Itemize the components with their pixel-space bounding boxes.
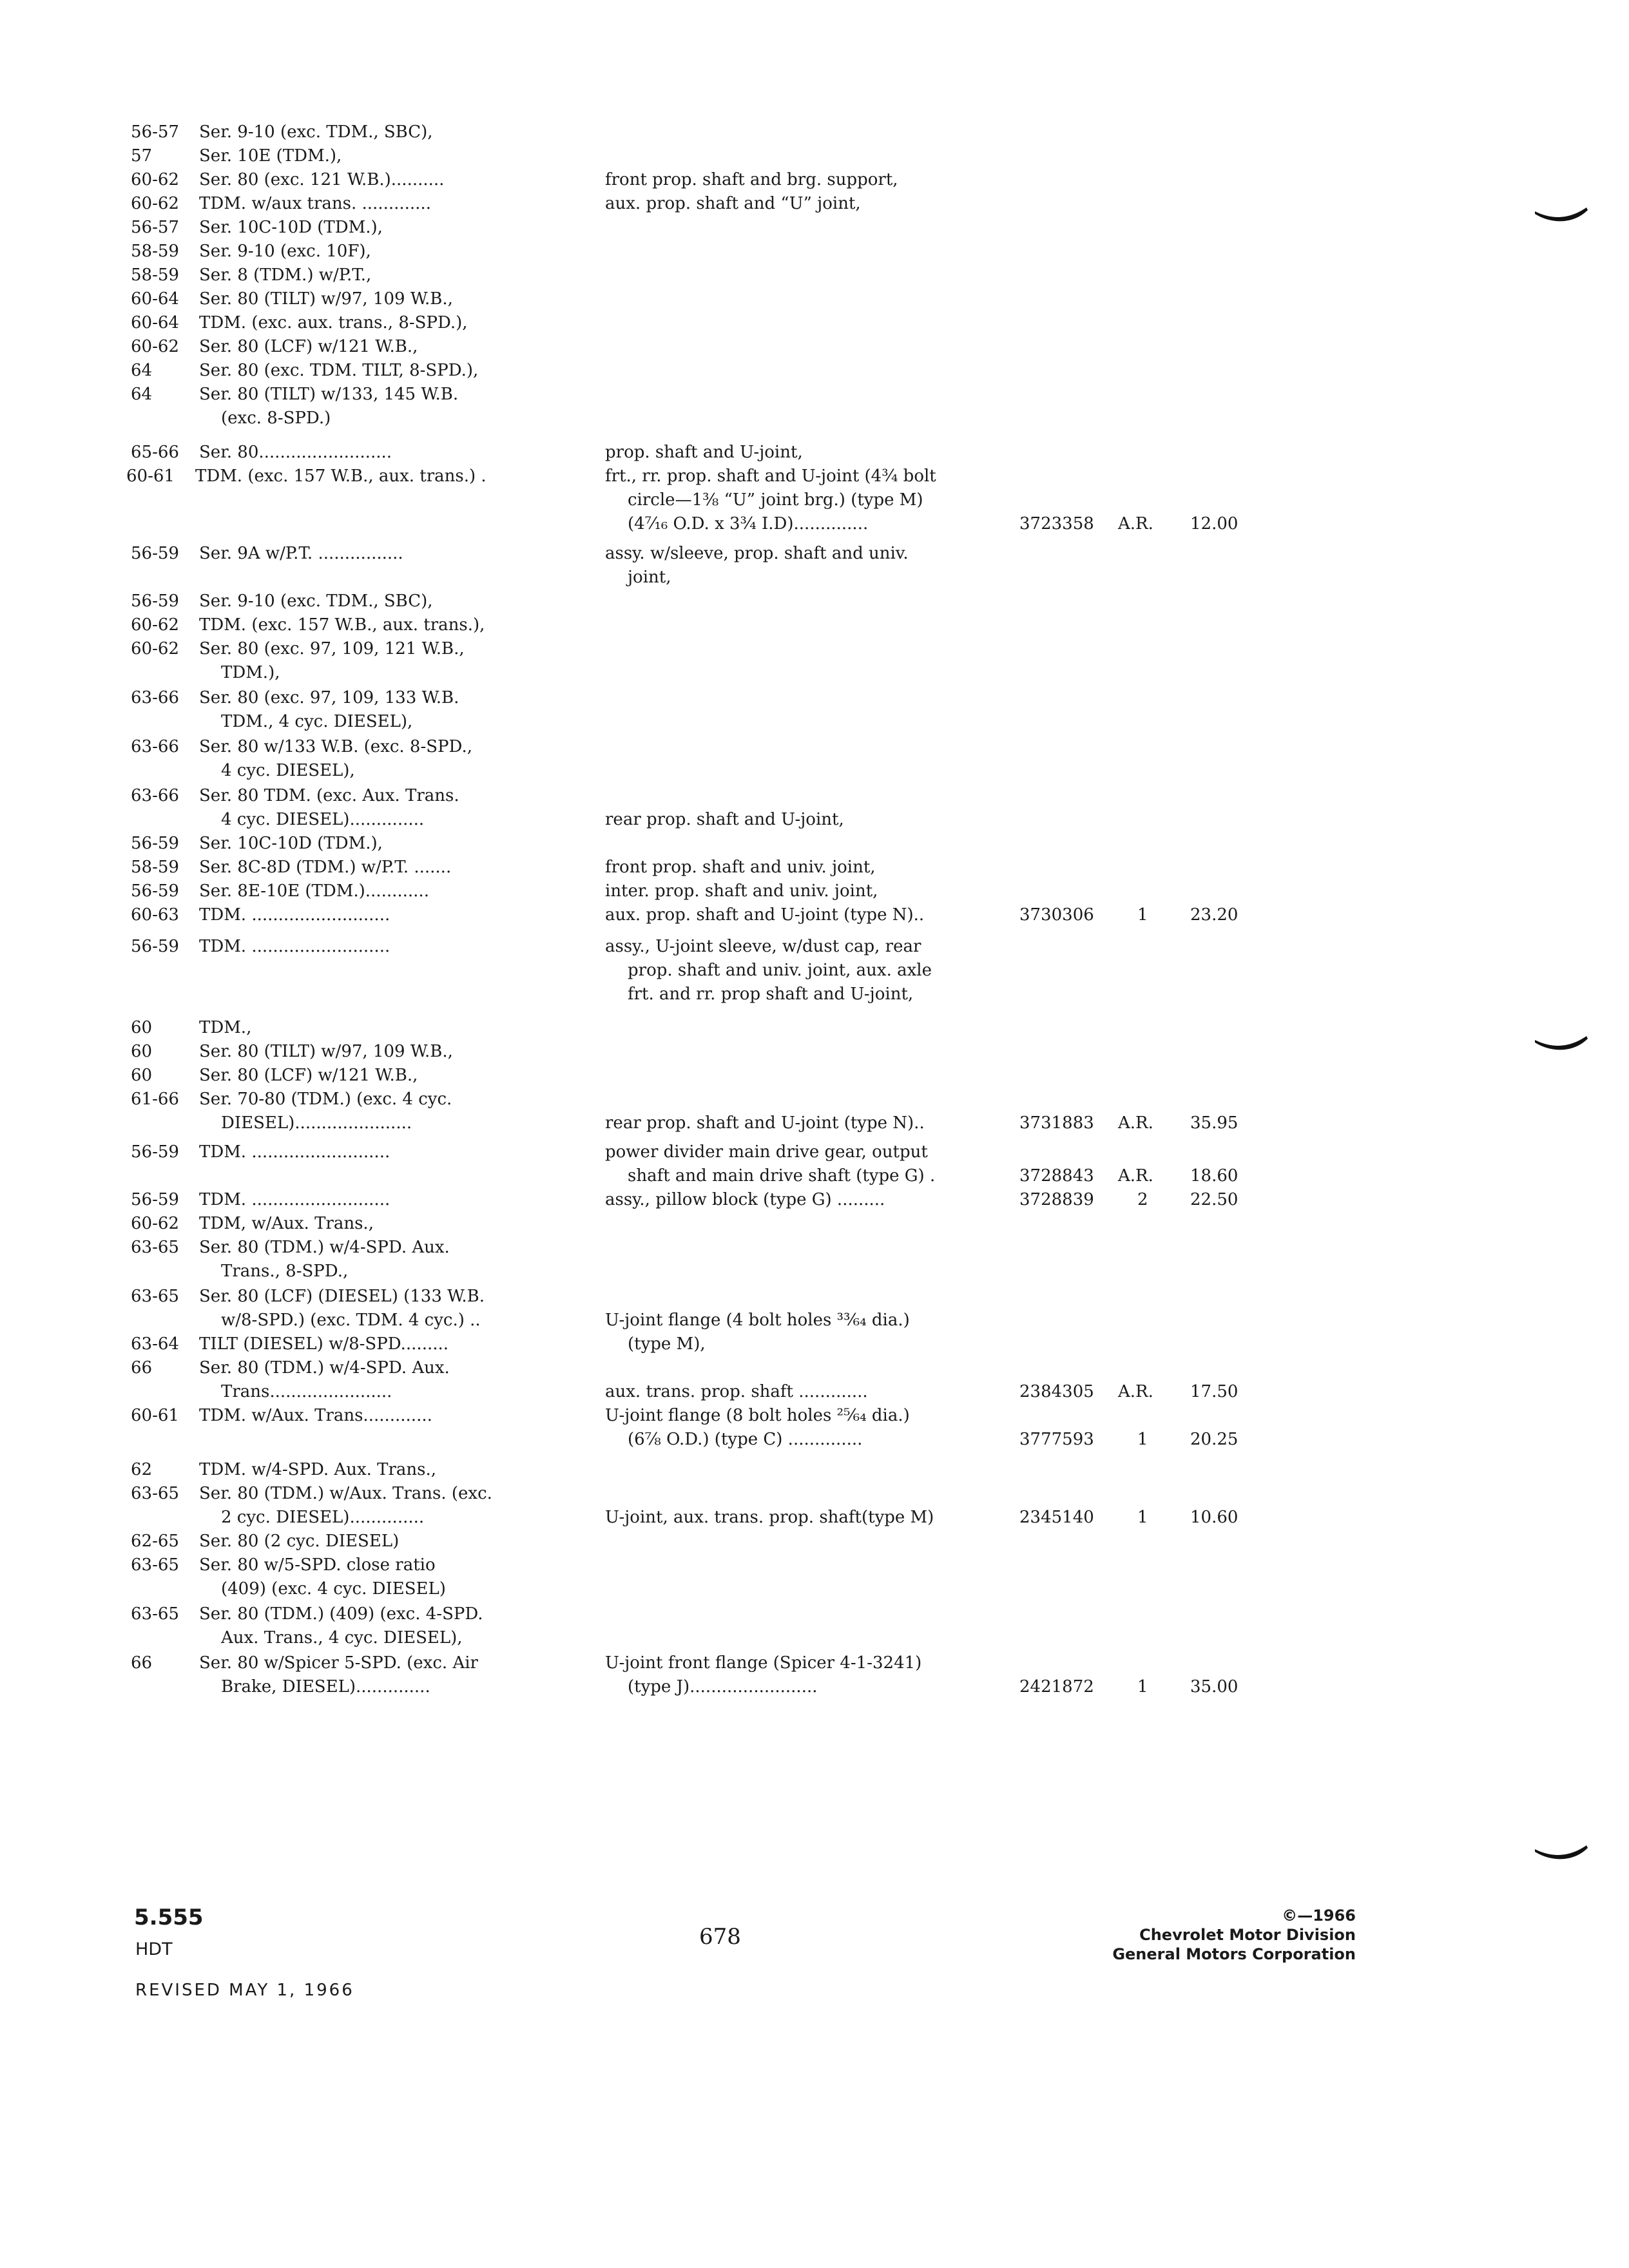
price-text: 35.95 bbox=[1190, 1113, 1239, 1133]
model-years-text: 65-66 bbox=[131, 443, 179, 462]
price-text: 20.25 bbox=[1190, 1430, 1239, 1449]
application-text: Ser. 9-10 (exc. 10F), bbox=[199, 242, 371, 261]
description-text: assy., pillow block (type G) ......... bbox=[605, 1190, 885, 1209]
quantity-text: A.R. bbox=[1118, 514, 1153, 533]
application-text: w/8-SPD.) (exc. TDM. 4 cyc.) .. bbox=[221, 1311, 481, 1330]
fold-mark-icon bbox=[1535, 1036, 1588, 1053]
model-years-text: 56-59 bbox=[131, 544, 179, 563]
application-text: TDM, w/Aux. Trans., bbox=[199, 1214, 374, 1233]
application-text: Ser. 80 w/Spicer 5-SPD. (exc. Air bbox=[199, 1653, 478, 1673]
model-years-text: 63-66 bbox=[131, 786, 179, 805]
price-text: 17.50 bbox=[1190, 1382, 1239, 1401]
price-text: 18.60 bbox=[1190, 1166, 1239, 1186]
part-number-text: 3723358 bbox=[1019, 514, 1094, 533]
application-text: Ser. 80 w/5-SPD. close ratio bbox=[199, 1555, 436, 1575]
model-years-text: 60-62 bbox=[131, 194, 179, 213]
model-years-text: 60-64 bbox=[131, 289, 179, 309]
application-text: TDM. .......................... bbox=[199, 1142, 390, 1162]
model-years-text: 63-66 bbox=[131, 737, 179, 756]
model-years-text: 56-59 bbox=[131, 591, 179, 611]
description-text: front prop. shaft and brg. support, bbox=[605, 170, 898, 189]
model-years-text: 60-62 bbox=[131, 170, 179, 189]
corporation-name: General Motors Corporation bbox=[1112, 1945, 1356, 1963]
part-number-text: 2384305 bbox=[1019, 1382, 1094, 1401]
part-number-text: 3730306 bbox=[1019, 905, 1094, 925]
model-years-text: 63-65 bbox=[131, 1238, 179, 1257]
application-text: Ser. 80......................... bbox=[199, 443, 392, 462]
description-text: assy. w/sleeve, prop. shaft and univ. bbox=[605, 544, 909, 563]
application-text: Ser. 80 (exc. 121 W.B.).......... bbox=[199, 170, 445, 189]
model-years-text: 60-63 bbox=[131, 905, 179, 925]
application-text: Ser. 80 (exc. TDM. TILT, 8-SPD.), bbox=[199, 361, 479, 380]
application-text: TDM. w/4-SPD. Aux. Trans., bbox=[199, 1460, 437, 1479]
model-years-text: 58-59 bbox=[131, 242, 179, 261]
section-number: 5.555 bbox=[134, 1905, 204, 1930]
application-text: Ser. 80 (TILT) w/97, 109 W.B., bbox=[199, 1042, 453, 1061]
application-text: Trans., 8-SPD., bbox=[221, 1262, 349, 1281]
model-years-text: 63-65 bbox=[131, 1555, 179, 1575]
description-text: frt. and rr. prop shaft and U-joint, bbox=[628, 985, 914, 1004]
application-text: Ser. 8C-8D (TDM.) w/P.T. ....... bbox=[199, 858, 452, 877]
application-text: TILT (DIESEL) w/8-SPD......... bbox=[199, 1334, 449, 1354]
application-text: Ser. 70-80 (TDM.) (exc. 4 cyc. bbox=[199, 1090, 452, 1109]
application-text: TDM. w/Aux. Trans............. bbox=[199, 1406, 432, 1425]
model-years-text: 60 bbox=[131, 1066, 153, 1085]
model-years-text: 56-59 bbox=[131, 1142, 179, 1162]
application-text: Ser. 9A w/P.T. ................ bbox=[199, 544, 403, 563]
quantity-text: 1 bbox=[1137, 1430, 1148, 1449]
model-years-text: 60-61 bbox=[126, 466, 175, 486]
model-years-text: 64 bbox=[131, 361, 153, 380]
quantity-text: 1 bbox=[1137, 1677, 1148, 1696]
model-years-text: 60-61 bbox=[131, 1406, 179, 1425]
model-years-text: 60-62 bbox=[131, 639, 179, 658]
model-years-text: 62-65 bbox=[131, 1532, 179, 1551]
model-years-text: 60-62 bbox=[131, 337, 179, 356]
application-text: Ser. 80 (TDM.) w/4-SPD. Aux. bbox=[199, 1358, 450, 1378]
application-text: 2 cyc. DIESEL).............. bbox=[221, 1508, 425, 1527]
description-text: aux. prop. shaft and “U” joint, bbox=[605, 194, 861, 213]
application-text: Ser. 80 (TILT) w/133, 145 W.B. bbox=[199, 385, 459, 404]
application-text: (409) (exc. 4 cyc. DIESEL) bbox=[221, 1579, 446, 1599]
price-text: 10.60 bbox=[1190, 1508, 1239, 1527]
application-text: DIESEL)...................... bbox=[221, 1113, 412, 1133]
application-text: TDM.), bbox=[221, 663, 280, 682]
description-text: U-joint front flange (Spicer 4-1-3241) bbox=[605, 1653, 922, 1673]
model-code: HDT bbox=[135, 1939, 173, 1959]
model-years-text: 66 bbox=[131, 1653, 153, 1673]
description-text: U-joint flange (8 bolt holes ²⁵⁄₆₄ dia.) bbox=[605, 1406, 910, 1425]
application-text: Ser. 80 TDM. (exc. Aux. Trans. bbox=[199, 786, 459, 805]
description-text: circle—1⅜ “U” joint brg.) (type M) bbox=[628, 490, 923, 510]
part-number-text: 2421872 bbox=[1019, 1677, 1094, 1696]
description-text: rear prop. shaft and U-joint, bbox=[605, 810, 844, 829]
model-years-text: 61-66 bbox=[131, 1090, 179, 1109]
model-years-text: 62 bbox=[131, 1460, 153, 1479]
model-years-text: 60-64 bbox=[131, 313, 179, 332]
application-text: Trans....................... bbox=[221, 1382, 392, 1401]
application-text: Ser. 10E (TDM.), bbox=[199, 146, 342, 166]
application-text: Ser. 8E-10E (TDM.)............ bbox=[199, 881, 429, 901]
fold-mark-icon bbox=[1535, 1845, 1588, 1862]
description-text: (4⁷⁄₁₆ O.D. x 3¾ I.D).............. bbox=[628, 514, 869, 533]
description-text: inter. prop. shaft and univ. joint, bbox=[605, 881, 878, 901]
model-years-text: 60 bbox=[131, 1018, 153, 1037]
description-text: (type J)........................ bbox=[628, 1677, 818, 1696]
part-number-text: 3728843 bbox=[1019, 1166, 1094, 1186]
application-text: Ser. 10C-10D (TDM.), bbox=[199, 834, 383, 853]
application-text: Ser. 80 (LCF) (DIESEL) (133 W.B. bbox=[199, 1287, 485, 1306]
application-text: Ser. 80 (exc. 97, 109, 121 W.B., bbox=[199, 639, 465, 658]
part-number-text: 3728839 bbox=[1019, 1190, 1094, 1209]
application-text: TDM. w/aux trans. ............. bbox=[199, 194, 431, 213]
publisher-block bbox=[1112, 1906, 1356, 1964]
model-years-text: 63-65 bbox=[131, 1484, 179, 1503]
application-text: Ser. 80 (TDM.) (409) (exc. 4-SPD. bbox=[199, 1604, 483, 1624]
application-text: Ser. 8 (TDM.) w/P.T., bbox=[199, 265, 372, 285]
application-text: Brake, DIESEL).............. bbox=[221, 1677, 430, 1696]
quantity-text: A.R. bbox=[1118, 1382, 1153, 1401]
fold-mark-icon bbox=[1535, 207, 1588, 224]
description-text: prop. shaft and U-joint, bbox=[605, 443, 803, 462]
page-number: 678 bbox=[699, 1924, 741, 1950]
application-text: Ser. 80 w/133 W.B. (exc. 8-SPD., bbox=[199, 737, 472, 756]
application-text: 4 cyc. DIESEL), bbox=[221, 761, 355, 780]
model-years-text: 56-59 bbox=[131, 1190, 179, 1209]
model-years-text: 56-59 bbox=[131, 881, 179, 901]
application-text: Aux. Trans., 4 cyc. DIESEL), bbox=[221, 1628, 463, 1648]
description-text: frt., rr. prop. shaft and U-joint (4¾ bolt bbox=[605, 466, 936, 486]
application-text: TDM., bbox=[199, 1018, 252, 1037]
quantity-text: 1 bbox=[1137, 905, 1148, 925]
application-text: Ser. 80 (2 cyc. DIESEL) bbox=[199, 1532, 400, 1551]
model-years-text: 63-66 bbox=[131, 688, 179, 707]
model-years-text: 56-59 bbox=[131, 834, 179, 853]
price-text: 35.00 bbox=[1190, 1677, 1239, 1696]
part-number-text: 2345140 bbox=[1019, 1508, 1094, 1527]
application-text: Ser. 80 (TDM.) w/Aux. Trans. (exc. bbox=[199, 1484, 492, 1503]
application-text: TDM. .......................... bbox=[199, 905, 390, 925]
model-years-text: 58-59 bbox=[131, 265, 179, 285]
description-text: front prop. shaft and univ. joint, bbox=[605, 858, 876, 877]
application-text: 4 cyc. DIESEL).............. bbox=[221, 810, 425, 829]
application-text: Ser. 9-10 (exc. TDM., SBC), bbox=[199, 122, 433, 142]
application-text: Ser. 80 (exc. 97, 109, 133 W.B. bbox=[199, 688, 459, 707]
model-years-text: 56-59 bbox=[131, 937, 179, 956]
description-text: (6⅞ O.D.) (type C) .............. bbox=[628, 1430, 863, 1449]
application-text: Ser. 80 (LCF) w/121 W.B., bbox=[199, 337, 418, 356]
application-text: (exc. 8-SPD.) bbox=[221, 408, 331, 428]
quantity-text: A.R. bbox=[1118, 1113, 1153, 1133]
description-text: rear prop. shaft and U-joint (type N).. bbox=[605, 1113, 925, 1133]
application-text: TDM. (exc. 157 W.B., aux. trans.) . bbox=[195, 466, 487, 486]
model-years-text: 60 bbox=[131, 1042, 153, 1061]
application-text: Ser. 9-10 (exc. TDM., SBC), bbox=[199, 591, 433, 611]
quantity-text: 1 bbox=[1137, 1508, 1148, 1527]
model-years-text: 64 bbox=[131, 385, 153, 404]
model-years-text: 60-62 bbox=[131, 1214, 179, 1233]
application-text: TDM., 4 cyc. DIESEL), bbox=[221, 712, 413, 731]
description-text: U-joint, aux. trans. prop. shaft(type M) bbox=[605, 1508, 934, 1527]
description-text: aux. prop. shaft and U-joint (type N).. bbox=[605, 905, 925, 925]
application-text: TDM. .......................... bbox=[199, 1190, 390, 1209]
revision-date: REVISED MAY 1, 1966 bbox=[135, 1981, 354, 2000]
model-years-text: 58-59 bbox=[131, 858, 179, 877]
price-text: 23.20 bbox=[1190, 905, 1239, 925]
part-number-text: 3731883 bbox=[1019, 1113, 1094, 1133]
model-years-text: 63-65 bbox=[131, 1287, 179, 1306]
application-text: Ser. 10C-10D (TDM.), bbox=[199, 218, 383, 237]
description-text: power divider main drive gear, output bbox=[605, 1142, 928, 1162]
price-text: 12.00 bbox=[1190, 514, 1239, 533]
description-text: joint, bbox=[628, 568, 671, 587]
model-years-text: 60-62 bbox=[131, 615, 179, 635]
description-text: shaft and main drive shaft (type G) . bbox=[628, 1166, 936, 1186]
description-text: (type M), bbox=[628, 1334, 706, 1354]
application-text: TDM. .......................... bbox=[199, 937, 390, 956]
application-text: TDM. (exc. 157 W.B., aux. trans.), bbox=[199, 615, 485, 635]
copyright-notice: ©—1966 bbox=[1282, 1907, 1356, 1925]
quantity-text: A.R. bbox=[1118, 1166, 1153, 1186]
model-years-text: 63-64 bbox=[131, 1334, 179, 1354]
model-years-text: 57 bbox=[131, 146, 153, 166]
model-years-text: 66 bbox=[131, 1358, 153, 1378]
description-text: assy., U-joint sleeve, w/dust cap, rear bbox=[605, 937, 921, 956]
application-text: Ser. 80 (TILT) w/97, 109 W.B., bbox=[199, 289, 453, 309]
division-name: Chevrolet Motor Division bbox=[1139, 1926, 1356, 1944]
description-text: U-joint flange (4 bolt holes ³³⁄₆₄ dia.) bbox=[605, 1311, 910, 1330]
description-text: aux. trans. prop. shaft ............. bbox=[605, 1382, 868, 1401]
application-text: Ser. 80 (LCF) w/121 W.B., bbox=[199, 1066, 418, 1085]
description-text: prop. shaft and univ. joint, aux. axle bbox=[628, 961, 932, 980]
price-text: 22.50 bbox=[1190, 1190, 1239, 1209]
model-years-text: 63-65 bbox=[131, 1604, 179, 1624]
model-years-text: 56-57 bbox=[131, 218, 179, 237]
quantity-text: 2 bbox=[1137, 1190, 1148, 1209]
application-text: TDM. (exc. aux. trans., 8-SPD.), bbox=[199, 313, 468, 332]
model-years-text: 56-57 bbox=[131, 122, 179, 142]
part-number-text: 3777593 bbox=[1019, 1430, 1094, 1449]
application-text: Ser. 80 (TDM.) w/4-SPD. Aux. bbox=[199, 1238, 450, 1257]
